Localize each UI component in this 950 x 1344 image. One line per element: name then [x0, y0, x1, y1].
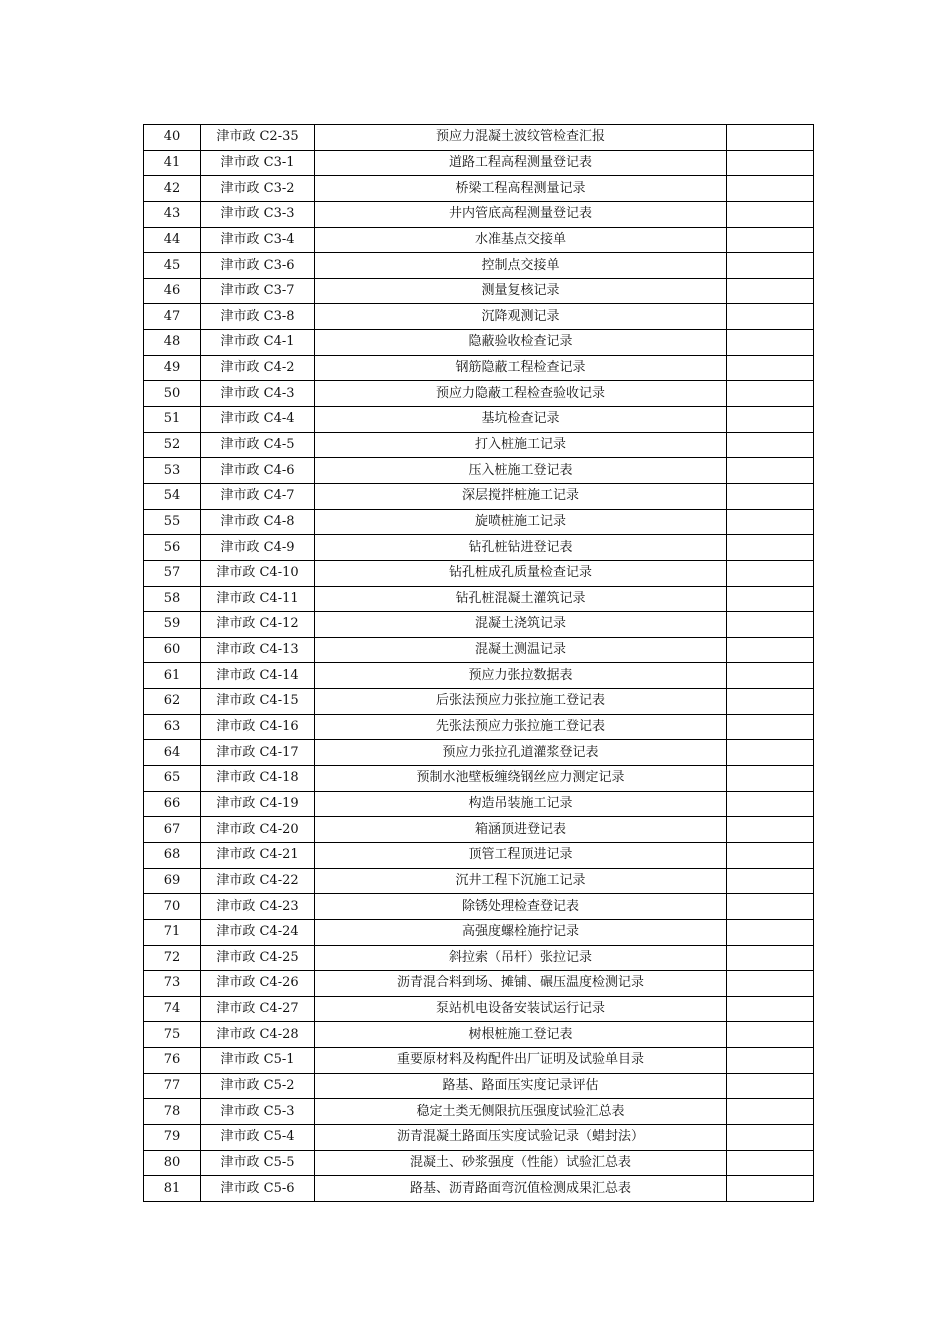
table-row: [144, 381, 814, 407]
row-number-cell: 41: [144, 150, 201, 176]
form-code-cell: 津市政 C4-9: [201, 535, 315, 561]
row-number-cell: 46: [144, 278, 201, 304]
form-code-cell: 津市政 C5-2: [201, 1073, 315, 1099]
record-name-cell: 沉井工程下沉施工记录: [315, 868, 727, 894]
record-name-cell: 钻孔桩混凝土灌筑记录: [315, 586, 727, 612]
remark-cell: [727, 304, 814, 330]
row-number-cell: 47: [144, 304, 201, 330]
record-name-cell: 稳定土类无侧限抗压强度试验汇总表: [315, 1099, 727, 1125]
form-code-cell: 津市政 C4-1: [201, 330, 315, 356]
row-number-cell: 53: [144, 458, 201, 484]
record-name-cell: 控制点交接单: [315, 253, 727, 279]
table-row: [144, 407, 814, 433]
table-row: [144, 740, 814, 766]
remark-cell: [727, 560, 814, 586]
record-name-cell: 混凝土浇筑记录: [315, 612, 727, 638]
row-number-cell: 80: [144, 1150, 201, 1176]
form-code-cell: 津市政 C4-24: [201, 919, 315, 945]
row-number-cell: 69: [144, 868, 201, 894]
row-number-cell: 56: [144, 535, 201, 561]
record-name-cell: 沥青混凝土路面压实度试验记录（蜡封法）: [315, 1124, 727, 1150]
table-row: [144, 253, 814, 279]
remark-cell: [727, 483, 814, 509]
form-code-cell: 津市政 C4-19: [201, 791, 315, 817]
table-row: [144, 1124, 814, 1150]
record-name-cell: 斜拉索（吊杆）张拉记录: [315, 945, 727, 971]
table-row: [144, 560, 814, 586]
form-code-cell: 津市政 C4-17: [201, 740, 315, 766]
table-row: [144, 637, 814, 663]
form-code-cell: 津市政 C4-14: [201, 663, 315, 689]
row-number-cell: 64: [144, 740, 201, 766]
remark-cell: [727, 1022, 814, 1048]
row-number-cell: 78: [144, 1099, 201, 1125]
form-code-cell: 津市政 C4-18: [201, 766, 315, 792]
row-number-cell: 61: [144, 663, 201, 689]
remark-cell: [727, 509, 814, 535]
table-row: [144, 919, 814, 945]
table-row: [144, 663, 814, 689]
record-name-cell: 预应力混凝土波纹管检查汇报: [315, 125, 727, 151]
row-number-cell: 76: [144, 1048, 201, 1074]
record-name-cell: 泵站机电设备安装试运行记录: [315, 996, 727, 1022]
remark-cell: [727, 996, 814, 1022]
table-row: [144, 971, 814, 997]
record-name-cell: 隐蔽验收检查记录: [315, 330, 727, 356]
remark-cell: [727, 201, 814, 227]
row-number-cell: 66: [144, 791, 201, 817]
remark-cell: [727, 714, 814, 740]
table-row: [144, 330, 814, 356]
table-row: [144, 150, 814, 176]
form-code-cell: 津市政 C4-5: [201, 432, 315, 458]
table-row: [144, 227, 814, 253]
record-name-cell: 混凝土测温记录: [315, 637, 727, 663]
row-number-cell: 62: [144, 689, 201, 715]
row-number-cell: 71: [144, 919, 201, 945]
record-name-cell: 深层搅拌桩施工记录: [315, 483, 727, 509]
record-name-cell: 混凝土、砂浆强度（性能）试验汇总表: [315, 1150, 727, 1176]
row-number-cell: 77: [144, 1073, 201, 1099]
form-code-cell: 津市政 C5-3: [201, 1099, 315, 1125]
remark-cell: [727, 1124, 814, 1150]
record-name-cell: 顶管工程顶进记录: [315, 842, 727, 868]
table-row: [144, 868, 814, 894]
table-row: [144, 766, 814, 792]
row-number-cell: 42: [144, 176, 201, 202]
table-row: [144, 586, 814, 612]
table-row: [144, 791, 814, 817]
remark-cell: [727, 740, 814, 766]
form-code-cell: 津市政 C3-2: [201, 176, 315, 202]
row-number-cell: 48: [144, 330, 201, 356]
table-row: [144, 689, 814, 715]
record-name-cell: 桥梁工程高程测量记录: [315, 176, 727, 202]
row-number-cell: 72: [144, 945, 201, 971]
table-row: [144, 509, 814, 535]
table-row: [144, 612, 814, 638]
table-row: [144, 458, 814, 484]
remark-cell: [727, 945, 814, 971]
record-name-cell: 构造吊装施工记录: [315, 791, 727, 817]
remark-cell: [727, 689, 814, 715]
record-name-cell: 预应力张拉孔道灌浆登记表: [315, 740, 727, 766]
form-code-cell: 津市政 C4-23: [201, 894, 315, 920]
table-row: [144, 842, 814, 868]
remark-cell: [727, 663, 814, 689]
form-code-cell: 津市政 C5-6: [201, 1176, 315, 1202]
remark-cell: [727, 458, 814, 484]
form-code-cell: 津市政 C3-7: [201, 278, 315, 304]
row-number-cell: 65: [144, 766, 201, 792]
table-row: [144, 176, 814, 202]
record-name-cell: 预制水池壁板缠绕钢丝应力测定记录: [315, 766, 727, 792]
remark-cell: [727, 766, 814, 792]
remark-cell: [727, 278, 814, 304]
form-code-cell: 津市政 C4-3: [201, 381, 315, 407]
remark-cell: [727, 1150, 814, 1176]
table-row: [144, 304, 814, 330]
row-number-cell: 51: [144, 407, 201, 433]
form-code-cell: 津市政 C4-10: [201, 560, 315, 586]
remark-cell: [727, 355, 814, 381]
remark-cell: [727, 535, 814, 561]
form-code-cell: 津市政 C4-13: [201, 637, 315, 663]
records-table-body: [144, 125, 814, 1202]
table-row: [144, 817, 814, 843]
record-name-cell: 水准基点交接单: [315, 227, 727, 253]
remark-cell: [727, 253, 814, 279]
remark-cell: [727, 381, 814, 407]
row-number-cell: 67: [144, 817, 201, 843]
record-name-cell: 树根桩施工登记表: [315, 1022, 727, 1048]
remark-cell: [727, 1099, 814, 1125]
remark-cell: [727, 1048, 814, 1074]
form-code-cell: 津市政 C4-4: [201, 407, 315, 433]
record-name-cell: 沥青混合料到场、摊铺、碾压温度检测记录: [315, 971, 727, 997]
row-number-cell: 59: [144, 612, 201, 638]
row-number-cell: 63: [144, 714, 201, 740]
row-number-cell: 40: [144, 125, 201, 151]
record-name-cell: 除锈处理检查登记表: [315, 894, 727, 920]
form-code-cell: 津市政 C4-22: [201, 868, 315, 894]
table-row: [144, 1073, 814, 1099]
document-page: [143, 124, 813, 1202]
form-code-cell: 津市政 C5-5: [201, 1150, 315, 1176]
remark-cell: [727, 1176, 814, 1202]
record-name-cell: 井内管底高程测量登记表: [315, 201, 727, 227]
row-number-cell: 60: [144, 637, 201, 663]
form-code-cell: 津市政 C5-4: [201, 1124, 315, 1150]
table-row: [144, 432, 814, 458]
table-row: [144, 996, 814, 1022]
table-row: [144, 894, 814, 920]
form-code-cell: 津市政 C4-27: [201, 996, 315, 1022]
remark-cell: [727, 432, 814, 458]
table-row: [144, 278, 814, 304]
remark-cell: [727, 791, 814, 817]
remark-cell: [727, 330, 814, 356]
row-number-cell: 81: [144, 1176, 201, 1202]
table-row: [144, 1150, 814, 1176]
form-code-cell: 津市政 C3-8: [201, 304, 315, 330]
record-name-cell: 旋喷桩施工记录: [315, 509, 727, 535]
remark-cell: [727, 586, 814, 612]
record-name-cell: 沉降观测记录: [315, 304, 727, 330]
row-number-cell: 52: [144, 432, 201, 458]
record-name-cell: 钻孔桩钻进登记表: [315, 535, 727, 561]
table-row: [144, 714, 814, 740]
remark-cell: [727, 971, 814, 997]
remark-cell: [727, 842, 814, 868]
record-name-cell: 钢筋隐蔽工程检查记录: [315, 355, 727, 381]
remark-cell: [727, 612, 814, 638]
form-code-cell: 津市政 C3-3: [201, 201, 315, 227]
remark-cell: [727, 637, 814, 663]
remark-cell: [727, 227, 814, 253]
form-code-cell: 津市政 C3-4: [201, 227, 315, 253]
form-code-cell: 津市政 C4-2: [201, 355, 315, 381]
form-code-cell: 津市政 C2-35: [201, 125, 315, 151]
row-number-cell: 75: [144, 1022, 201, 1048]
row-number-cell: 50: [144, 381, 201, 407]
record-name-cell: 重要原材料及构配件出厂证明及试验单目录: [315, 1048, 727, 1074]
form-code-cell: 津市政 C4-26: [201, 971, 315, 997]
row-number-cell: 44: [144, 227, 201, 253]
row-number-cell: 79: [144, 1124, 201, 1150]
form-code-cell: 津市政 C4-7: [201, 483, 315, 509]
row-number-cell: 55: [144, 509, 201, 535]
table-row: [144, 201, 814, 227]
record-name-cell: 预应力张拉数据表: [315, 663, 727, 689]
form-code-cell: 津市政 C4-8: [201, 509, 315, 535]
form-code-cell: 津市政 C4-11: [201, 586, 315, 612]
table-row: [144, 355, 814, 381]
row-number-cell: 54: [144, 483, 201, 509]
record-name-cell: 基坑检查记录: [315, 407, 727, 433]
records-table: [143, 124, 814, 1202]
form-code-cell: 津市政 C3-6: [201, 253, 315, 279]
record-name-cell: 压入桩施工登记表: [315, 458, 727, 484]
form-code-cell: 津市政 C4-16: [201, 714, 315, 740]
record-name-cell: 道路工程高程测量登记表: [315, 150, 727, 176]
record-name-cell: 先张法预应力张拉施工登记表: [315, 714, 727, 740]
remark-cell: [727, 407, 814, 433]
record-name-cell: 后张法预应力张拉施工登记表: [315, 689, 727, 715]
record-name-cell: 钻孔桩成孔质量检查记录: [315, 560, 727, 586]
remark-cell: [727, 817, 814, 843]
record-name-cell: 箱涵顶进登记表: [315, 817, 727, 843]
record-name-cell: 打入桩施工记录: [315, 432, 727, 458]
table-row: [144, 125, 814, 151]
form-code-cell: 津市政 C4-21: [201, 842, 315, 868]
table-row: [144, 483, 814, 509]
remark-cell: [727, 894, 814, 920]
row-number-cell: 43: [144, 201, 201, 227]
remark-cell: [727, 125, 814, 151]
table-row: [144, 1022, 814, 1048]
record-name-cell: 路基、沥青路面弯沉值检测成果汇总表: [315, 1176, 727, 1202]
table-row: [144, 535, 814, 561]
form-code-cell: 津市政 C4-12: [201, 612, 315, 638]
form-code-cell: 津市政 C4-15: [201, 689, 315, 715]
form-code-cell: 津市政 C5-1: [201, 1048, 315, 1074]
row-number-cell: 49: [144, 355, 201, 381]
row-number-cell: 57: [144, 560, 201, 586]
table-row: [144, 1176, 814, 1202]
form-code-cell: 津市政 C4-25: [201, 945, 315, 971]
record-name-cell: 路基、路面压实度记录评估: [315, 1073, 727, 1099]
row-number-cell: 73: [144, 971, 201, 997]
remark-cell: [727, 868, 814, 894]
remark-cell: [727, 176, 814, 202]
form-code-cell: 津市政 C4-28: [201, 1022, 315, 1048]
row-number-cell: 45: [144, 253, 201, 279]
table-row: [144, 1048, 814, 1074]
row-number-cell: 74: [144, 996, 201, 1022]
row-number-cell: 70: [144, 894, 201, 920]
remark-cell: [727, 1073, 814, 1099]
row-number-cell: 68: [144, 842, 201, 868]
remark-cell: [727, 150, 814, 176]
table-row: [144, 945, 814, 971]
row-number-cell: 58: [144, 586, 201, 612]
remark-cell: [727, 919, 814, 945]
form-code-cell: 津市政 C4-20: [201, 817, 315, 843]
record-name-cell: 高强度螺栓施拧记录: [315, 919, 727, 945]
record-name-cell: 预应力隐蔽工程检查验收记录: [315, 381, 727, 407]
table-row: [144, 1099, 814, 1125]
record-name-cell: 测量复核记录: [315, 278, 727, 304]
form-code-cell: 津市政 C3-1: [201, 150, 315, 176]
form-code-cell: 津市政 C4-6: [201, 458, 315, 484]
